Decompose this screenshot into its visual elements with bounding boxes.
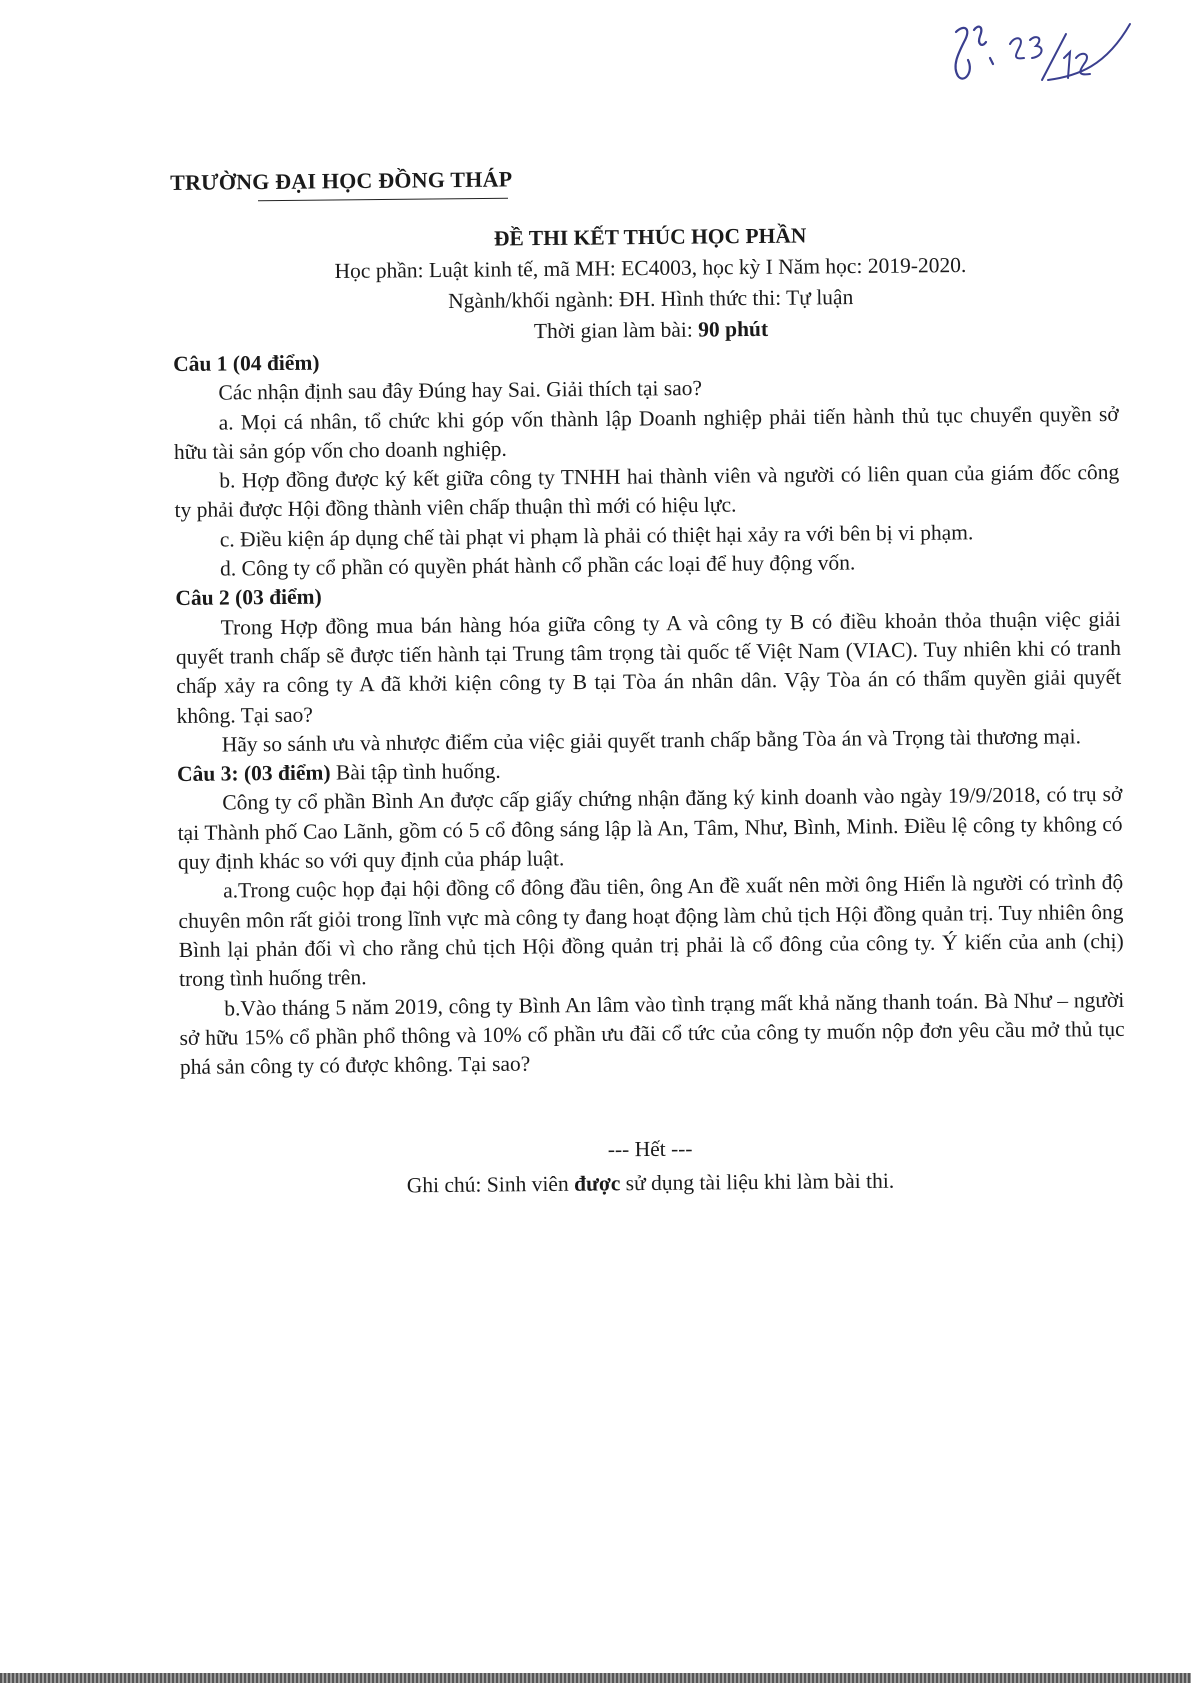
question-2-paragraph-2: Hãy so sánh ưu và nhược điểm của việc giải quyết tranh chấp bằng Tòa án và Trọng tài thương mại. bbox=[221, 724, 1082, 757]
handwritten-date-note bbox=[938, 14, 1138, 94]
footer-note-prefix: Ghi chú: Sinh viên bbox=[406, 1171, 575, 1198]
time-label: Thời gian làm bài: bbox=[533, 317, 699, 344]
question-1-item-c: c. Điều kiện áp dụng chế tài phạt vi phạm là phải có thiệt hại xảy ra với bên bị vi phạm. bbox=[219, 520, 974, 552]
question-3-paragraph-1: Công ty cổ phần Bình An được cấp giấy chứng nhận đăng ký kinh doanh vào ngày 19/9/2018, có trụ sở tại Thành phố Cao Lãnh, gồm có 5 cổ đông sáng lập là An, Tâm, Như, Bình, Minh. Điều lệ công ty không có quy định khác so với quy định của pháp luật. bbox=[177, 782, 1123, 875]
exam-body bbox=[173, 341, 1125, 1082]
question-1-intro: Các nhận định sau đây Đúng hay Sai. Giải thích tại sao? bbox=[218, 376, 703, 405]
question-1-item-b: b. Hợp đồng được ký kết giữa công ty TNHH hai thành viên và người có liên quan của giám đốc công ty phải được Hội đồng thành viên chấp thuận thì mới có hiệu lực. bbox=[174, 460, 1120, 523]
school-underline bbox=[258, 198, 508, 202]
course-line: Học phần: Luật kinh tế, mã MH: EC4003, học kỳ I Năm học: 2019-2020. bbox=[334, 252, 967, 284]
question-3-subtitle: Bài tập tình huống. bbox=[330, 759, 501, 785]
footer-note-emphasis: được bbox=[573, 1171, 621, 1196]
question-1-item-d: d. Công ty cổ phần có quyền phát hành cổ phần các loại để huy động vốn. bbox=[219, 550, 856, 581]
footer-note-suffix: sử dụng tài liệu khi làm bài thi. bbox=[620, 1168, 895, 1196]
exam-title: ĐỀ THI KẾT THÚC HỌC PHẦN bbox=[493, 223, 807, 251]
exam-footer bbox=[170, 1127, 1131, 1204]
end-marker: --- Hết --- bbox=[607, 1136, 693, 1162]
scan-edge-border bbox=[0, 1673, 1191, 1683]
question-1-item-a: a. Mọi cá nhân, tổ chức khi góp vốn thành lập Doanh nghiệp phải tiến hành thủ tục chuyển quyền sở hữu tài sản góp vốn cho doanh nghiệp. bbox=[173, 401, 1119, 464]
question-3-item-a: a.Trong cuộc họp đại hội đồng cổ đông đầu tiên, ông An đề xuất nên mời ông Hiển là người có trình độ chuyên môn rất giỏi trong lĩnh vực mà công ty đang hoạt động làm chủ tịch Hội đồng quản trị. Tuy nhiên ông Bình lại phản đối vì cho rằng chủ tịch Hội đồng quản trị phải là cổ đông của công ty. Ý kiến của anh (chị) trong tình huống trên. bbox=[178, 870, 1124, 992]
question-3-item-b: b.Vào tháng 5 năm 2019, công ty Bình An lâm vào tình trạng mất khả năng thanh toán. Bà Như – người sở hữu 15% cổ phần phổ thông và 10% cổ phần ưu đãi cổ tức của công ty muốn nộp đơn yêu cầu mở thủ tục phá sản công ty có được không. Tại sao? bbox=[179, 987, 1125, 1080]
handwritten-signature-icon bbox=[938, 14, 1138, 94]
school-name: TRƯỜNG ĐẠI HỌC ĐỒNG THÁP bbox=[170, 166, 513, 195]
question-1-title: Câu 1 (04 điểm) bbox=[173, 350, 320, 376]
time-value: 90 phút bbox=[698, 316, 769, 342]
exam-header bbox=[170, 217, 1131, 350]
question-3-title: Câu 3: (03 điểm) bbox=[176, 760, 331, 787]
question-2-paragraph-1: Trong Hợp đồng mua bán hàng hóa giữa công ty A và công ty B có điều khoản thỏa thuận việc giải quyết tranh chấp sẽ được tiến hành tại Trung tâm trọng tài quốc tế Việt Nam (VIAC). Tuy nhiên khi có tranh chấp xảy ra công ty A đã khởi kiện công ty B tại Tòa án nhân dân. Vậy Tòa án có thẩm quyền giải quyết không. Tại sao? bbox=[175, 606, 1122, 728]
question-2-title: Câu 2 (03 điểm) bbox=[175, 584, 322, 611]
major-line: Ngành/khối ngành: ĐH. Hình thức thi: Tự luận bbox=[448, 285, 854, 313]
